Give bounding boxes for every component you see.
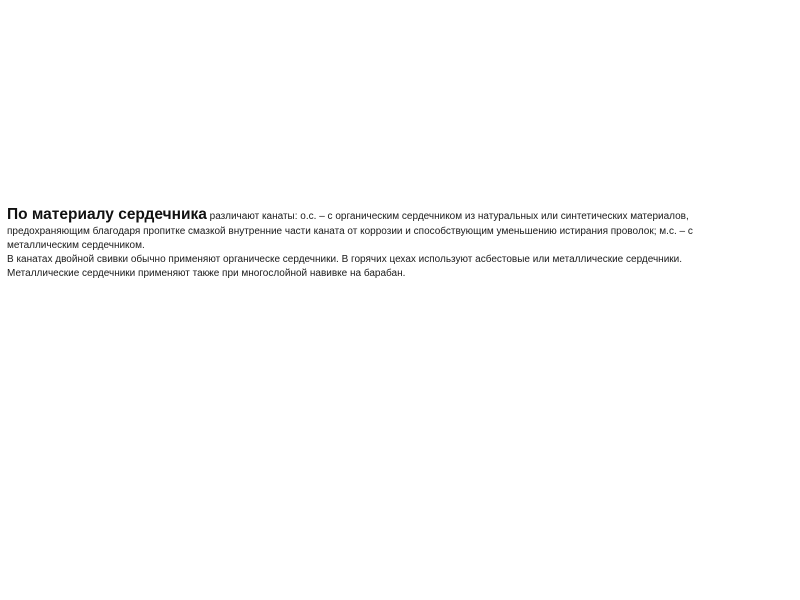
paragraph-core-material xyxy=(7,206,787,225)
paragraph-double-lay: В канатах двойной свивки обычно применяют органическе сердечники. В горячих цехах используют асбестовые или металлические сердечники. xyxy=(7,254,683,265)
paragraph-core-material-line1: различают канаты: о.с. – с органическим сердечником из натуральных или синтетических материалов, xyxy=(209,211,689,222)
text-block xyxy=(7,206,787,281)
paragraph-core-material-line2: предохраняющим благодаря пропитке смазкой внутренние части каната от коррозии и способствующим уменьшению истирания проволок; м.с. – с xyxy=(7,226,693,237)
paragraph-core-material-line3: металлическим сердечником. xyxy=(7,240,145,251)
heading-core-material: По материалу сердечника xyxy=(7,206,207,223)
paragraph-metal-cores: Металлические сердечники применяют также при многослойной навивке на барабан. xyxy=(7,268,406,279)
